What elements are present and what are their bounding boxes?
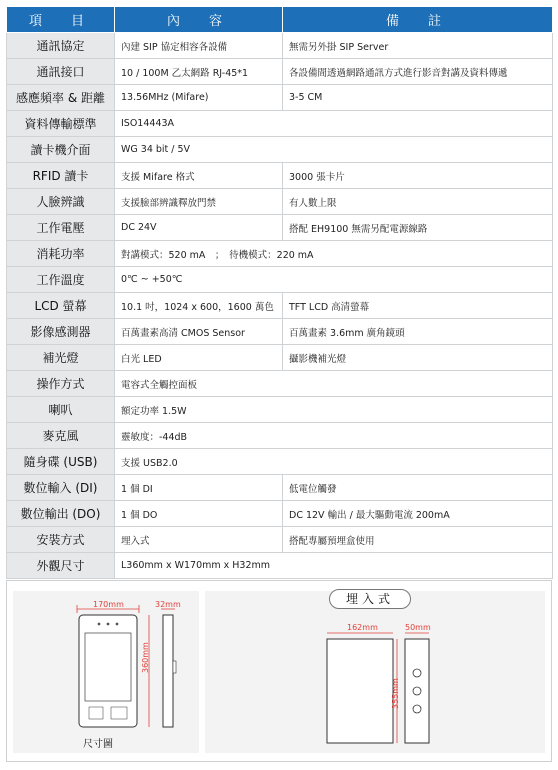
row-note: 搭配專屬預埋盒使用 xyxy=(283,527,553,553)
row-content: 13.56MHz (Mifare) xyxy=(115,85,283,111)
row-label: RFID 讀卡 xyxy=(7,163,115,189)
row-content: 電容式全觸控面板 xyxy=(115,371,553,397)
row-label: LCD 螢幕 xyxy=(7,293,115,319)
row-label: 人臉辨識 xyxy=(7,189,115,215)
table-row xyxy=(7,215,553,241)
row-label: 工作電壓 xyxy=(7,215,115,241)
dim-depth-label: 32mm xyxy=(155,600,181,609)
header-content: 內 容 xyxy=(115,7,283,33)
row-label: 安裝方式 xyxy=(7,527,115,553)
box-width-label: 162mm xyxy=(347,623,378,632)
table-row xyxy=(7,501,553,527)
table-row xyxy=(7,33,553,59)
row-label: 感應頻率 & 距離 xyxy=(7,85,115,111)
header-item: 項 目 xyxy=(7,7,115,33)
row-label: 工作溫度 xyxy=(7,267,115,293)
table-row xyxy=(7,371,553,397)
table-row xyxy=(7,475,553,501)
device-drawing xyxy=(13,591,199,753)
table-row xyxy=(7,293,553,319)
row-content: 白光 LED xyxy=(115,345,283,371)
table-row xyxy=(7,345,553,371)
table-row xyxy=(7,111,553,137)
row-label: 數位輸出 (DO) xyxy=(7,501,115,527)
row-content: 對講模式：520 mA ； 待機模式：220 mA xyxy=(115,241,553,267)
embed-box-drawing xyxy=(205,591,545,753)
row-note: 攝影機補光燈 xyxy=(283,345,553,371)
row-label: 操作方式 xyxy=(7,371,115,397)
embed-title: 埋入式 xyxy=(329,589,411,609)
row-content: 百萬畫素高清 CMOS Sensor xyxy=(115,319,283,345)
row-label: 讀卡機介面 xyxy=(7,137,115,163)
row-content: 內建 SIP 協定相容各設備 xyxy=(115,33,283,59)
row-label: 資料傳輸標準 xyxy=(7,111,115,137)
row-label: 數位輸入 (DI) xyxy=(7,475,115,501)
row-content: 10.1 吋，1024 x 600，1600 萬色 xyxy=(115,293,283,319)
row-note: 有人數上限 xyxy=(283,189,553,215)
table-header xyxy=(7,7,553,33)
table-row xyxy=(7,267,553,293)
row-note: 無需另外掛 SIP Server xyxy=(283,33,553,59)
row-label: 喇叭 xyxy=(7,397,115,423)
row-note: 各設備間透過網路通訊方式進行影音對講及資料傳遞 xyxy=(283,59,553,85)
row-note: 3000 張卡片 xyxy=(283,163,553,189)
dim-width-label: 170mm xyxy=(93,600,124,609)
row-content: DC 24V xyxy=(115,215,283,241)
table-row xyxy=(7,397,553,423)
row-note: 3-5 CM xyxy=(283,85,553,111)
table-row xyxy=(7,527,553,553)
table-row xyxy=(7,449,553,475)
row-content: 額定功率 1.5W xyxy=(115,397,553,423)
table-row xyxy=(7,423,553,449)
row-label: 通訊協定 xyxy=(7,33,115,59)
table-row xyxy=(7,241,553,267)
row-content: 靈敏度：-44dB xyxy=(115,423,553,449)
table-row xyxy=(7,189,553,215)
table-row xyxy=(7,553,553,579)
table-row xyxy=(7,137,553,163)
row-label: 影像感測器 xyxy=(7,319,115,345)
row-label: 補光燈 xyxy=(7,345,115,371)
row-label: 外觀尺寸 xyxy=(7,553,115,579)
row-content: 支援 USB2.0 xyxy=(115,449,553,475)
box-depth-label: 50mm xyxy=(405,623,431,632)
row-label: 消耗功率 xyxy=(7,241,115,267)
row-content: WG 34 bit / 5V xyxy=(115,137,553,163)
row-label: 麥克風 xyxy=(7,423,115,449)
row-note: TFT LCD 高清螢幕 xyxy=(283,293,553,319)
row-note: 低電位觸發 xyxy=(283,475,553,501)
row-content: 1 個 DO xyxy=(115,501,283,527)
table-row xyxy=(7,319,553,345)
table-row xyxy=(7,163,553,189)
row-note: DC 12V 輸出 / 最大驅動電流 200mA xyxy=(283,501,553,527)
row-content: 支援 Mifare 格式 xyxy=(115,163,283,189)
row-content: L360mm x W170mm x H32mm xyxy=(115,553,553,579)
table-row xyxy=(7,85,553,111)
dim-height-label: 360mm xyxy=(141,642,150,673)
row-content: 10 / 100M 乙太網路 RJ-45*1 xyxy=(115,59,283,85)
row-content: 埋入式 xyxy=(115,527,283,553)
row-note: 搭配 EH9100 無需另配電源線路 xyxy=(283,215,553,241)
row-content: 0℃ ~ +50℃ xyxy=(115,267,553,293)
row-note: 百萬畫素 3.6mm 廣角鏡頭 xyxy=(283,319,553,345)
header-note: 備 註 xyxy=(283,7,553,33)
size-diagram-caption: 尺寸圖 xyxy=(83,739,113,750)
spec-table xyxy=(6,6,553,579)
size-diagram-panel xyxy=(13,591,199,753)
row-content: 1 個 DI xyxy=(115,475,283,501)
embed-box-panel xyxy=(205,591,545,753)
row-label: 通訊接口 xyxy=(7,59,115,85)
table-row xyxy=(7,59,553,85)
dimension-diagram xyxy=(6,580,552,762)
row-label: 隨身碟 (USB) xyxy=(7,449,115,475)
row-content: ISO14443A xyxy=(115,111,553,137)
box-height-label: 355mm xyxy=(391,678,400,709)
row-content: 支援臉部辨識釋放門禁 xyxy=(115,189,283,215)
